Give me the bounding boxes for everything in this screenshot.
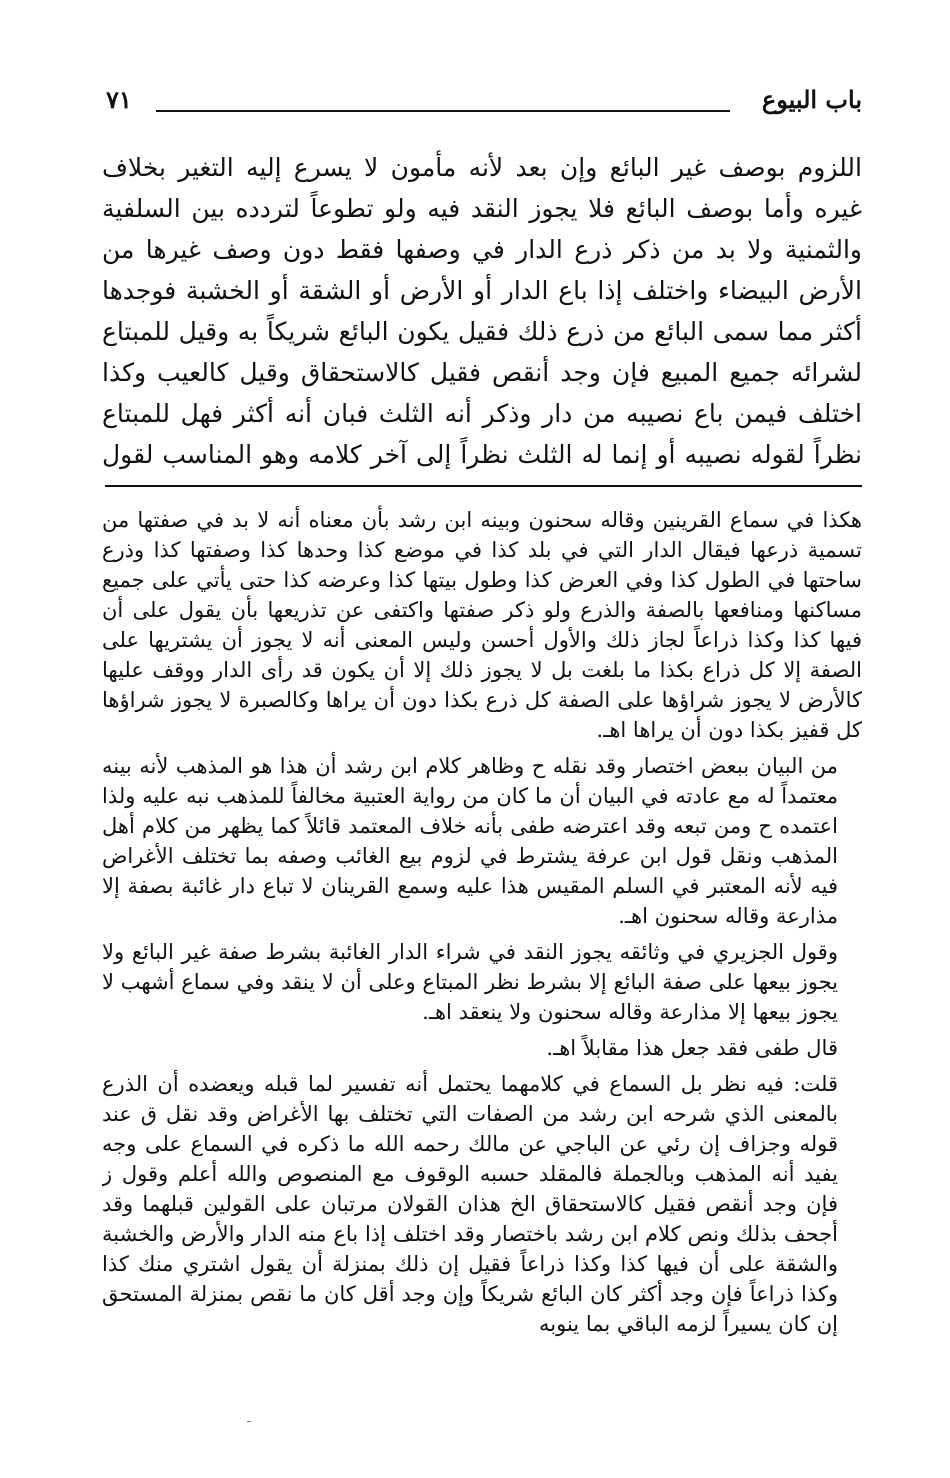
footnote-paragraph: هكذا في سماع القرينين وقاله سحنون وبينه ابن رشد بأن معناه أنه لا بد في صفتها من تسمية ذرعها فيقال الدار التي في بلد كذا في موضع كذا وحدها كذا وصفتها كذا وذرع ساحتها في الطول كذا وفي العرض كذا وطول بيتها كذا وعرضه كذا حتى يأتي على جميع مساكنها ومنافعها بالصفة والذرع ولو ذكر صفتها واكتفى عن تذريعها بأن يقول على أن فيها كذا وكذا ذراعاً لجاز ذلك والأول أحسن وليس المعنى أنه لا يجوز أن يشتريها على الصفة إلا كل ذراع بكذا ما بلغت بل لا يجوز ذلك إلا أن يكون قد رأى الدار ووقف عليها كالأرض لا يجوز شراؤها على الصفة كل ذرع بكذا دون أن يراها وكالصبرة لا يجوز شراؤها كل قفيز بكذا دون أن يراها اهـ. (102, 508, 862, 742)
header-rule (156, 110, 730, 112)
footnote-paragraph: وقول الجزيري في وثائقه يجوز النقد في شراء الدار الغائبة بشرط صفة غير البائع ولا يجوز بيعها على صفة البائع إلا بشرط نظر المبتاع وعلى أن لا ينقد وفي سماع أشهب لا يجوز بيعها إلا مذارعة وقاله سحنون ولا ينعقد اهـ. (102, 940, 838, 1024)
footnote-paragraph: قلت: فيه نظر بل السماع في كلامهما يحتمل أنه تفسير لما قبله ويعضده أن الذرع بالمعنى الذي شرحه ابن رشد من الصفات التي تختلف بها الأغراض وقد نقل ق عند قوله وجزاف إن رئي عن الباجي عن مالك رحمه الله ما ذكره في السماع على وجه يفيد أنه المذهب وبالجملة فالمقلد حسبه الوقوف مع المنصوص والله أعلم وقول ز فإن وجد أنقص فقيل كالاستحقاق الخ هذان القولان مرتبان على القولين قبلهما وقد أجحف بذلك ونص كلام ابن رشد باختصار وقد اختلف إذا باع منه الدار والأرض والخشبة والشقة على أن فيها كذا وكذا ذراعاً فقيل إن ذلك بمنزلة أن يقول اشتري منك كذا وكذا ذراعاً فإن وجد أكثر كان البائع شريكاً وإن وجد أقل كان ما نقص بمنزلة المستحق إن كان يسيراً لزمه الباقي بما ينوبه (102, 1072, 838, 1336)
footnote-paragraph: قال طفى فقد جعل هذا مقابلاً اهـ. (546, 1036, 838, 1060)
scan-mark (247, 1421, 251, 1422)
footnote-paragraph: من البيان ببعض اختصار وقد نقله ح وظاهر كلام ابن رشد أن هذا هو المذهب لأنه بينه معتمداً له مع عادته في البيان أن ما كان من رواية العتبية مخالفاً للمذهب نبه عليه ولذا اعتمده ح ومن تبعه وقد اعترضه طفى بأنه خلاف المعتمد قائلاً كما يظهر من كلام أهل المذهب ونقل قول ابن عرفة يشترط في لزوم بيع الغائب وصفه بما تختلف الأغراض فيه لأنه المعتبر في السلم المقيس هذا عليه وسمع القرينان لا تباع دار غائبة بصفة إلا مذارعة وقاله سحنون اهـ. (102, 754, 838, 928)
main-paragraph: اللزوم بوصف غير البائع وإن بعد لأنه مأمون لا يسرع إليه التغير بخلاف غيره وأما بوصف البائع فلا يجوز النقد فيه ولو تطوعاً لتردده بين السلفية والثمنية ولا بد من ذكر ذرع الدار في وصفها فقط دون وصف غيرها من الأرض البيضاء واختلف إذا باع الدار أو الأرض أو الشقة أو الخشبة فوجدها أكثر مما سمى البائع من ذرع ذلك فقيل يكون البائع شريكاً به وقيل للمبتاع لشرائه جميع المبيع فإن وجد أنقص فقيل كالاستحقاق وقيل كالعيب وكذا اختلف فيمن باع نصيبه من دار وذكر أنه الثلث فبان أنه أكثر فهل للمبتاع نظراً لقوله نصيبه أو إنما له الثلث نظراً إلى آخر كلامه وهو المناسب لقول (102, 153, 862, 469)
main-text (102, 147, 862, 477)
footnotes (102, 505, 862, 1405)
chapter-title: باب البيوع (761, 85, 862, 114)
footnote-divider (105, 485, 862, 487)
running-header (106, 86, 862, 120)
page-number: ٧١ (106, 85, 132, 114)
